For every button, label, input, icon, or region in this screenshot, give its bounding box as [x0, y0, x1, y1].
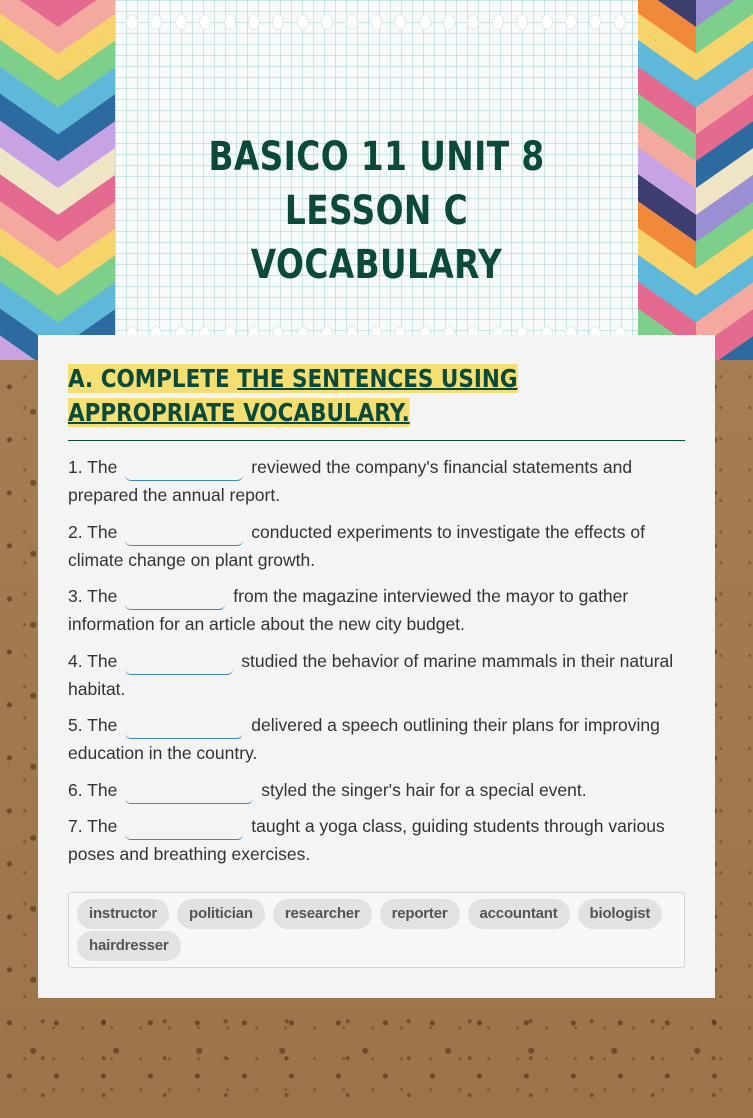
- sentence-number: 1. The: [68, 457, 118, 477]
- word-chip-researcher[interactable]: researcher: [273, 899, 372, 929]
- sentence-text: taught a yoga class, guiding students through various poses and breathing exercises.: [68, 816, 665, 864]
- sentence-text: conducted experiments to investigate the effects of climate change on plant growth.: [68, 521, 645, 570]
- blank-input-1[interactable]: [125, 459, 243, 481]
- sentence-text: styled the singer's hair for a special event.: [261, 779, 587, 800]
- sentence-number: 3. The: [68, 586, 118, 606]
- sentence-text: delivered a speech outlining their plans for improving education in the country.: [68, 715, 660, 763]
- sentence-2: [68, 518, 685, 574]
- sentence-number: 5. The: [68, 715, 118, 735]
- word-bank: [68, 892, 685, 968]
- sentence-number: 4. The: [68, 650, 118, 671]
- blank-input-7[interactable]: [125, 818, 243, 840]
- sentence-number: 6. The: [68, 779, 118, 800]
- blank-input-2[interactable]: [125, 524, 243, 546]
- page-title: BASICO 11 UNIT 8 LESSON C VOCABULARY: [208, 134, 545, 288]
- section-heading: [68, 362, 575, 430]
- word-chip-hairdresser[interactable]: hairdresser: [77, 931, 181, 961]
- word-chip-instructor[interactable]: instructor: [77, 899, 169, 929]
- heading-divider: [68, 440, 685, 441]
- sentence-1: [68, 453, 685, 509]
- sentence-5: [68, 711, 685, 767]
- sentence-text: from the magazine interviewed the mayor to gather information for an article about the new city budget.: [68, 586, 629, 634]
- word-chip-accountant[interactable]: accountant: [468, 899, 570, 929]
- notebook-rings-top: [126, 14, 626, 30]
- sentence-text: reviewed the company's financial statements and prepared the annual report.: [68, 457, 633, 505]
- worksheet-card: [38, 335, 715, 998]
- section-heading-instruction: THE SENTENCES USING APPROPRIATE VOCABULARY.: [68, 364, 518, 427]
- section-heading-prefix: A. COMPLETE: [68, 364, 238, 393]
- chevron-pattern-left: [0, 0, 115, 360]
- header-banner: [0, 0, 753, 360]
- sentence-3: [68, 582, 685, 638]
- sentence-number: 7. The: [68, 816, 118, 836]
- blank-input-5[interactable]: [125, 717, 243, 739]
- word-chip-biologist[interactable]: biologist: [578, 899, 663, 929]
- sentence-7: [68, 812, 685, 868]
- sentence-text: studied the behavior of marine mammals in their natural habitat.: [68, 650, 674, 699]
- sentence-4: [68, 647, 685, 703]
- blank-input-4[interactable]: [125, 653, 233, 675]
- blank-input-6[interactable]: [125, 782, 253, 804]
- chevron-pattern-right: [638, 0, 753, 360]
- sentence-list: [68, 453, 685, 877]
- blank-input-3[interactable]: [125, 588, 225, 610]
- word-chip-reporter[interactable]: reporter: [380, 899, 460, 929]
- sentence-6: [68, 776, 685, 804]
- sentence-number: 2. The: [68, 521, 118, 542]
- word-chip-politician[interactable]: politician: [177, 899, 265, 929]
